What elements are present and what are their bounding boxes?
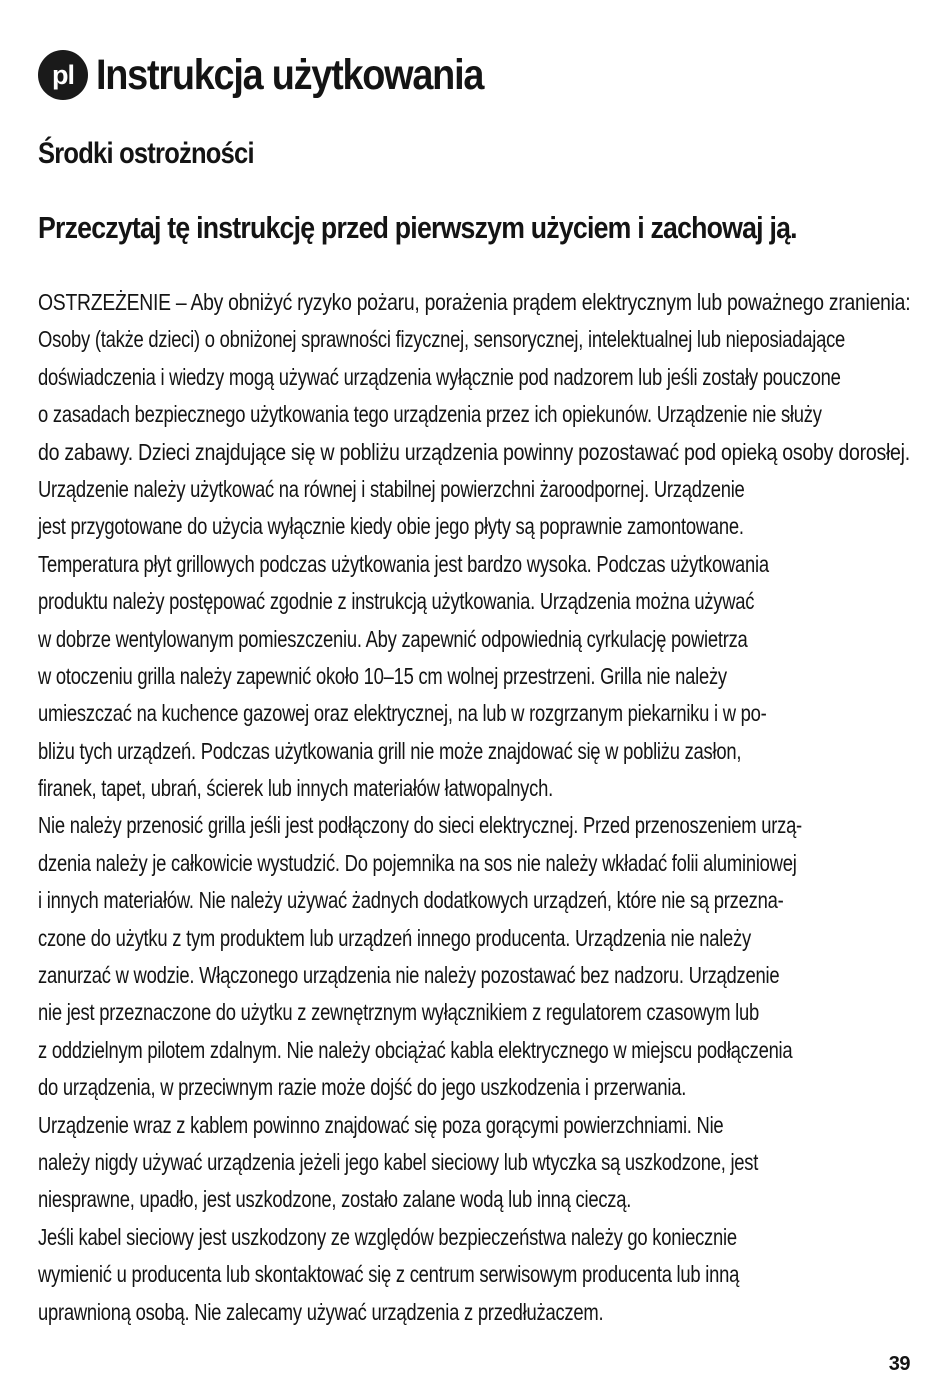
body-line: produktu należy postępować zgodnie z instrukcją użytkowania. Urządzenia można używać [38,588,755,615]
subtitle: Przeczytaj tę instrukcję przed pierwszym użyciem i zachowaj ją. [38,210,797,245]
body-line: Nie należy przenosić grilla jeśli jest podłączony do sieci elektrycznej. Przed przenoszeniem urzą- [38,812,802,839]
body-line: OSTRZEŻENIE – Aby obniżyć ryzyko pożaru, porażenia prądem elektrycznym lub poważnego zranienia: [38,289,911,315]
body-line: o zasadach bezpiecznego użytkowania tego urządzenia przez ich opiekunów. Urządzenie nie służy [38,401,822,428]
body-line: z oddzielnym pilotem zdalnym. Nie należy obciążać kabla elektrycznego w miejscu podłączenia [38,1036,793,1063]
body-line: dzenia należy je całkowicie wystudzić. Do pojemnika na sos nie należy wkładać folii aluminiowej [38,849,797,876]
body-line: nie jest przeznaczone do użytku z zewnętrznym wyłącznikiem z regulatorem czasowym lub [38,999,760,1026]
page-title: Instrukcja użytkowania [96,51,484,99]
body-line: uprawnioną osobą. Nie zalecamy używać urządzenia z przedłużaczem. [38,1298,604,1325]
body-line: w dobrze wentylowanym pomieszczeniu. Aby zapewnić odpowiednią cyrkulację powietrza [38,625,748,652]
body-line: bliżu tych urządzeń. Podczas użytkowania grill nie może znajdować się w pobliżu zasłon, [38,737,742,764]
body-line: Jeśli kabel sieciowy jest uszkodzony ze względów bezpieczeństwa należy go koniecznie [38,1223,737,1250]
body-line: Temperatura płyt grillowych podczas użytkowania jest bardzo wysoka. Podczas użytkowania [38,550,769,577]
page-header [38,48,536,102]
body-line: firanek, tapet, ubrań, ścierek lub innych materiałów łatwopalnych. [38,775,553,802]
body-line: umieszczać na kuchence gazowej oraz elektrycznej, na lub w rozgrzanym piekarniku i w po- [38,700,767,727]
body-line: zanurzać w wodzie. Włączonego urządzenia nie należy pozostawać bez nadzoru. Urządzenie [38,962,780,989]
body-line: niesprawne, upadło, jest uszkodzone, zostało zalane wodą lub inną cieczą. [38,1186,632,1213]
body-line: w otoczeniu grilla należy zapewnić około 10–15 cm wolnej przestrzeni. Grilla nie należy [38,662,727,689]
section-title: Środki ostrożności [38,137,254,170]
body-line: należy nigdy używać urządzenia jeżeli jego kabel sieciowy lub wtyczka są uszkodzone, jest [38,1148,759,1175]
page-number: 39 [888,1353,910,1375]
body-line: do zabawy. Dzieci znajdujące się w pobliżu urządzenia powinny pozostawać pod opieką osoby dorosłej. [38,438,910,465]
body-line: doświadczenia i wiedzy mogą używać urządzenia wyłącznie pod nadzorem lub jeśli zostały pouczone [38,363,841,390]
body-line: wymienić u producenta lub skontaktować się z centrum serwisowym producenta lub inną [38,1261,740,1288]
body-line: Urządzenie należy użytkować na równej i stabilnej powierzchni żaroodpornej. Urządzenie [38,475,745,502]
body-line: jest przygotowane do użycia wyłącznie kiedy obie jego płyty są poprawnie zamontowane. [38,513,744,540]
body-line: Osoby (także dzieci) o obniżonej sprawności fizycznej, sensorycznej, intelektualnej lub nieposiadające [38,326,846,353]
body-line: czone do użytku z tym produktem lub urządzeń innego producenta. Urządzenia nie należy [38,924,751,951]
manual-page [38,0,912,1384]
body-line: i innych materiałów. Nie należy używać żadnych dodatkowych urządzeń, które nie są przezna- [38,887,784,914]
language-badge: pl [38,50,88,100]
body-text [38,284,912,1331]
body-line: Urządzenie wraz z kablem powinno znajdować się poza gorącymi powierzchniami. Nie [38,1111,724,1138]
body-line: do urządzenia, w przeciwnym razie może dojść do jego uszkodzenia i przerwania. [38,1074,687,1101]
